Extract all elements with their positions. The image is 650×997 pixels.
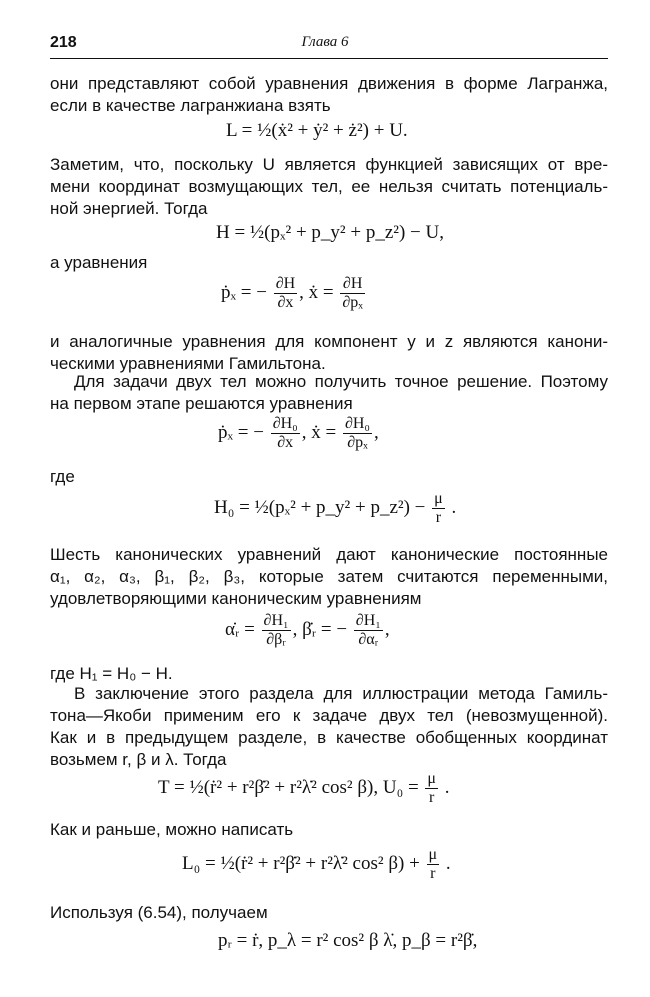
fraction-denominator: r <box>435 509 442 526</box>
fraction-numerator: ∂H <box>340 275 365 294</box>
formula-two-body-equations <box>218 415 379 452</box>
fraction <box>432 490 445 527</box>
text-line: тона—Якоби применим его к задаче двух тел (невозмущенной). <box>50 706 608 725</box>
fraction <box>427 846 440 883</box>
text-line: если в качестве лагранжиана взять <box>50 96 331 115</box>
text-line: В заключение этого раздела для иллюстрации метода Гамиль- <box>74 684 608 703</box>
page-number: 218 <box>50 34 77 51</box>
formula-part: , ẋ = <box>301 421 341 443</box>
fraction-denominator: r <box>430 865 436 882</box>
formula-canonical-equations <box>221 275 367 312</box>
formula-part: . <box>446 496 457 518</box>
text-line: α₁, α₂, α₃, β₁, β₂, β₃, которые затем считаются переменными, <box>50 567 608 586</box>
text-line: на первом этапе решаются уравнения <box>50 394 353 413</box>
formula-part: ṗₓ = − <box>221 281 272 303</box>
text-line: Используя (6.54), получаем <box>50 903 268 922</box>
text-line: удовлетворяющими каноническим уравнениям <box>50 589 422 608</box>
text-line: а уравнения <box>50 253 148 272</box>
formula-hamiltonian: H = ½(pₓ² + p_y² + p_z²) − U, <box>216 222 444 243</box>
formula-lagrangian: L = ½(ẋ² + ẏ² + ż²) + U. <box>226 120 408 141</box>
fraction <box>343 415 372 452</box>
header-rule <box>50 58 608 59</box>
formula-part: , β̇ᵣ = − <box>292 618 352 640</box>
text-line: Как и в предыдущем разделе, в качестве обобщенных координат <box>50 728 608 747</box>
text-line: где H₁ = H₀ − H. <box>50 664 173 683</box>
text-line: Заметим, что, поскольку U является функцией зависящих от вре- <box>50 155 608 174</box>
formula-part: . <box>441 852 451 874</box>
text-line: Шесть канонических уравнений дают канонические постоянные <box>50 545 608 564</box>
text-line: Для задачи двух тел можно получить точное решение. Поэтому <box>74 372 608 391</box>
text-line: и аналогичные уравнения для компонент y и z являются канони- <box>50 332 608 351</box>
fraction-denominator: ∂αᵣ <box>358 631 379 648</box>
fraction <box>354 612 383 649</box>
text-line: мени координат возмущающих тел, ее нельзя считать потенциаль- <box>50 177 608 196</box>
formula-part: , ẋ = <box>299 281 339 303</box>
formula-part: . <box>439 776 450 798</box>
fraction-numerator: ∂H₀ <box>344 415 371 432</box>
text-line: где <box>50 467 75 486</box>
fraction <box>425 770 438 807</box>
text-line: ной энергией. Тогда <box>50 199 208 218</box>
fraction-numerator: ∂H <box>275 275 296 292</box>
fraction-denominator: ∂pₓ <box>347 434 368 451</box>
formula-part: , <box>374 421 379 443</box>
fraction-numerator: μ <box>427 770 436 787</box>
text-line: возьмем r, β и λ. Тогда <box>50 750 227 769</box>
fraction-numerator: μ <box>428 846 438 863</box>
fraction-denominator: ∂x <box>277 434 294 451</box>
formula-perturbed-canonical <box>225 612 390 649</box>
fraction-numerator: μ <box>434 490 443 507</box>
formula-l0 <box>182 846 451 883</box>
fraction <box>262 612 291 649</box>
fraction-denominator: ∂pₓ <box>342 294 363 311</box>
fraction-denominator: ∂x <box>277 294 294 311</box>
text-line: ческими уравнениями Гамильтона. <box>50 354 326 373</box>
text-line: Как и раньше, можно написать <box>50 820 294 839</box>
formula-part: H₀ = ½(pₓ² + p_y² + p_z²) − <box>214 496 431 518</box>
fraction-denominator: ∂βᵣ <box>266 631 286 648</box>
formula-momenta: pᵣ = ṙ, p_λ = r² cos² β λ̇, p_β = r²β̇, <box>218 930 478 951</box>
formula-part: α̇ᵣ = <box>225 618 260 640</box>
fraction-numerator: ∂H₁ <box>355 612 381 629</box>
running-head: Глава 6 <box>301 34 349 50</box>
formula-part: ṗₓ = − <box>218 421 269 443</box>
fraction <box>340 275 365 312</box>
text-line: они представляют собой уравнения движения в форме Лагранжа, <box>50 74 608 93</box>
formula-kinetic-energy <box>158 770 449 807</box>
fraction <box>271 415 300 452</box>
fraction-numerator: ∂H₀ <box>272 415 298 432</box>
fraction-denominator: r <box>429 789 435 806</box>
fraction <box>274 275 297 312</box>
formula-part: T = ½(ṙ² + r²β̇² + r²λ̇² cos² β), U₀ = <box>158 776 424 798</box>
fraction-numerator: ∂H₁ <box>263 612 289 629</box>
formula-part: , <box>384 618 390 640</box>
formula-h0 <box>214 490 456 527</box>
formula-part: L₀ = ½(ṙ² + r²β̇² + r²λ̇² cos² β) + <box>182 852 425 874</box>
